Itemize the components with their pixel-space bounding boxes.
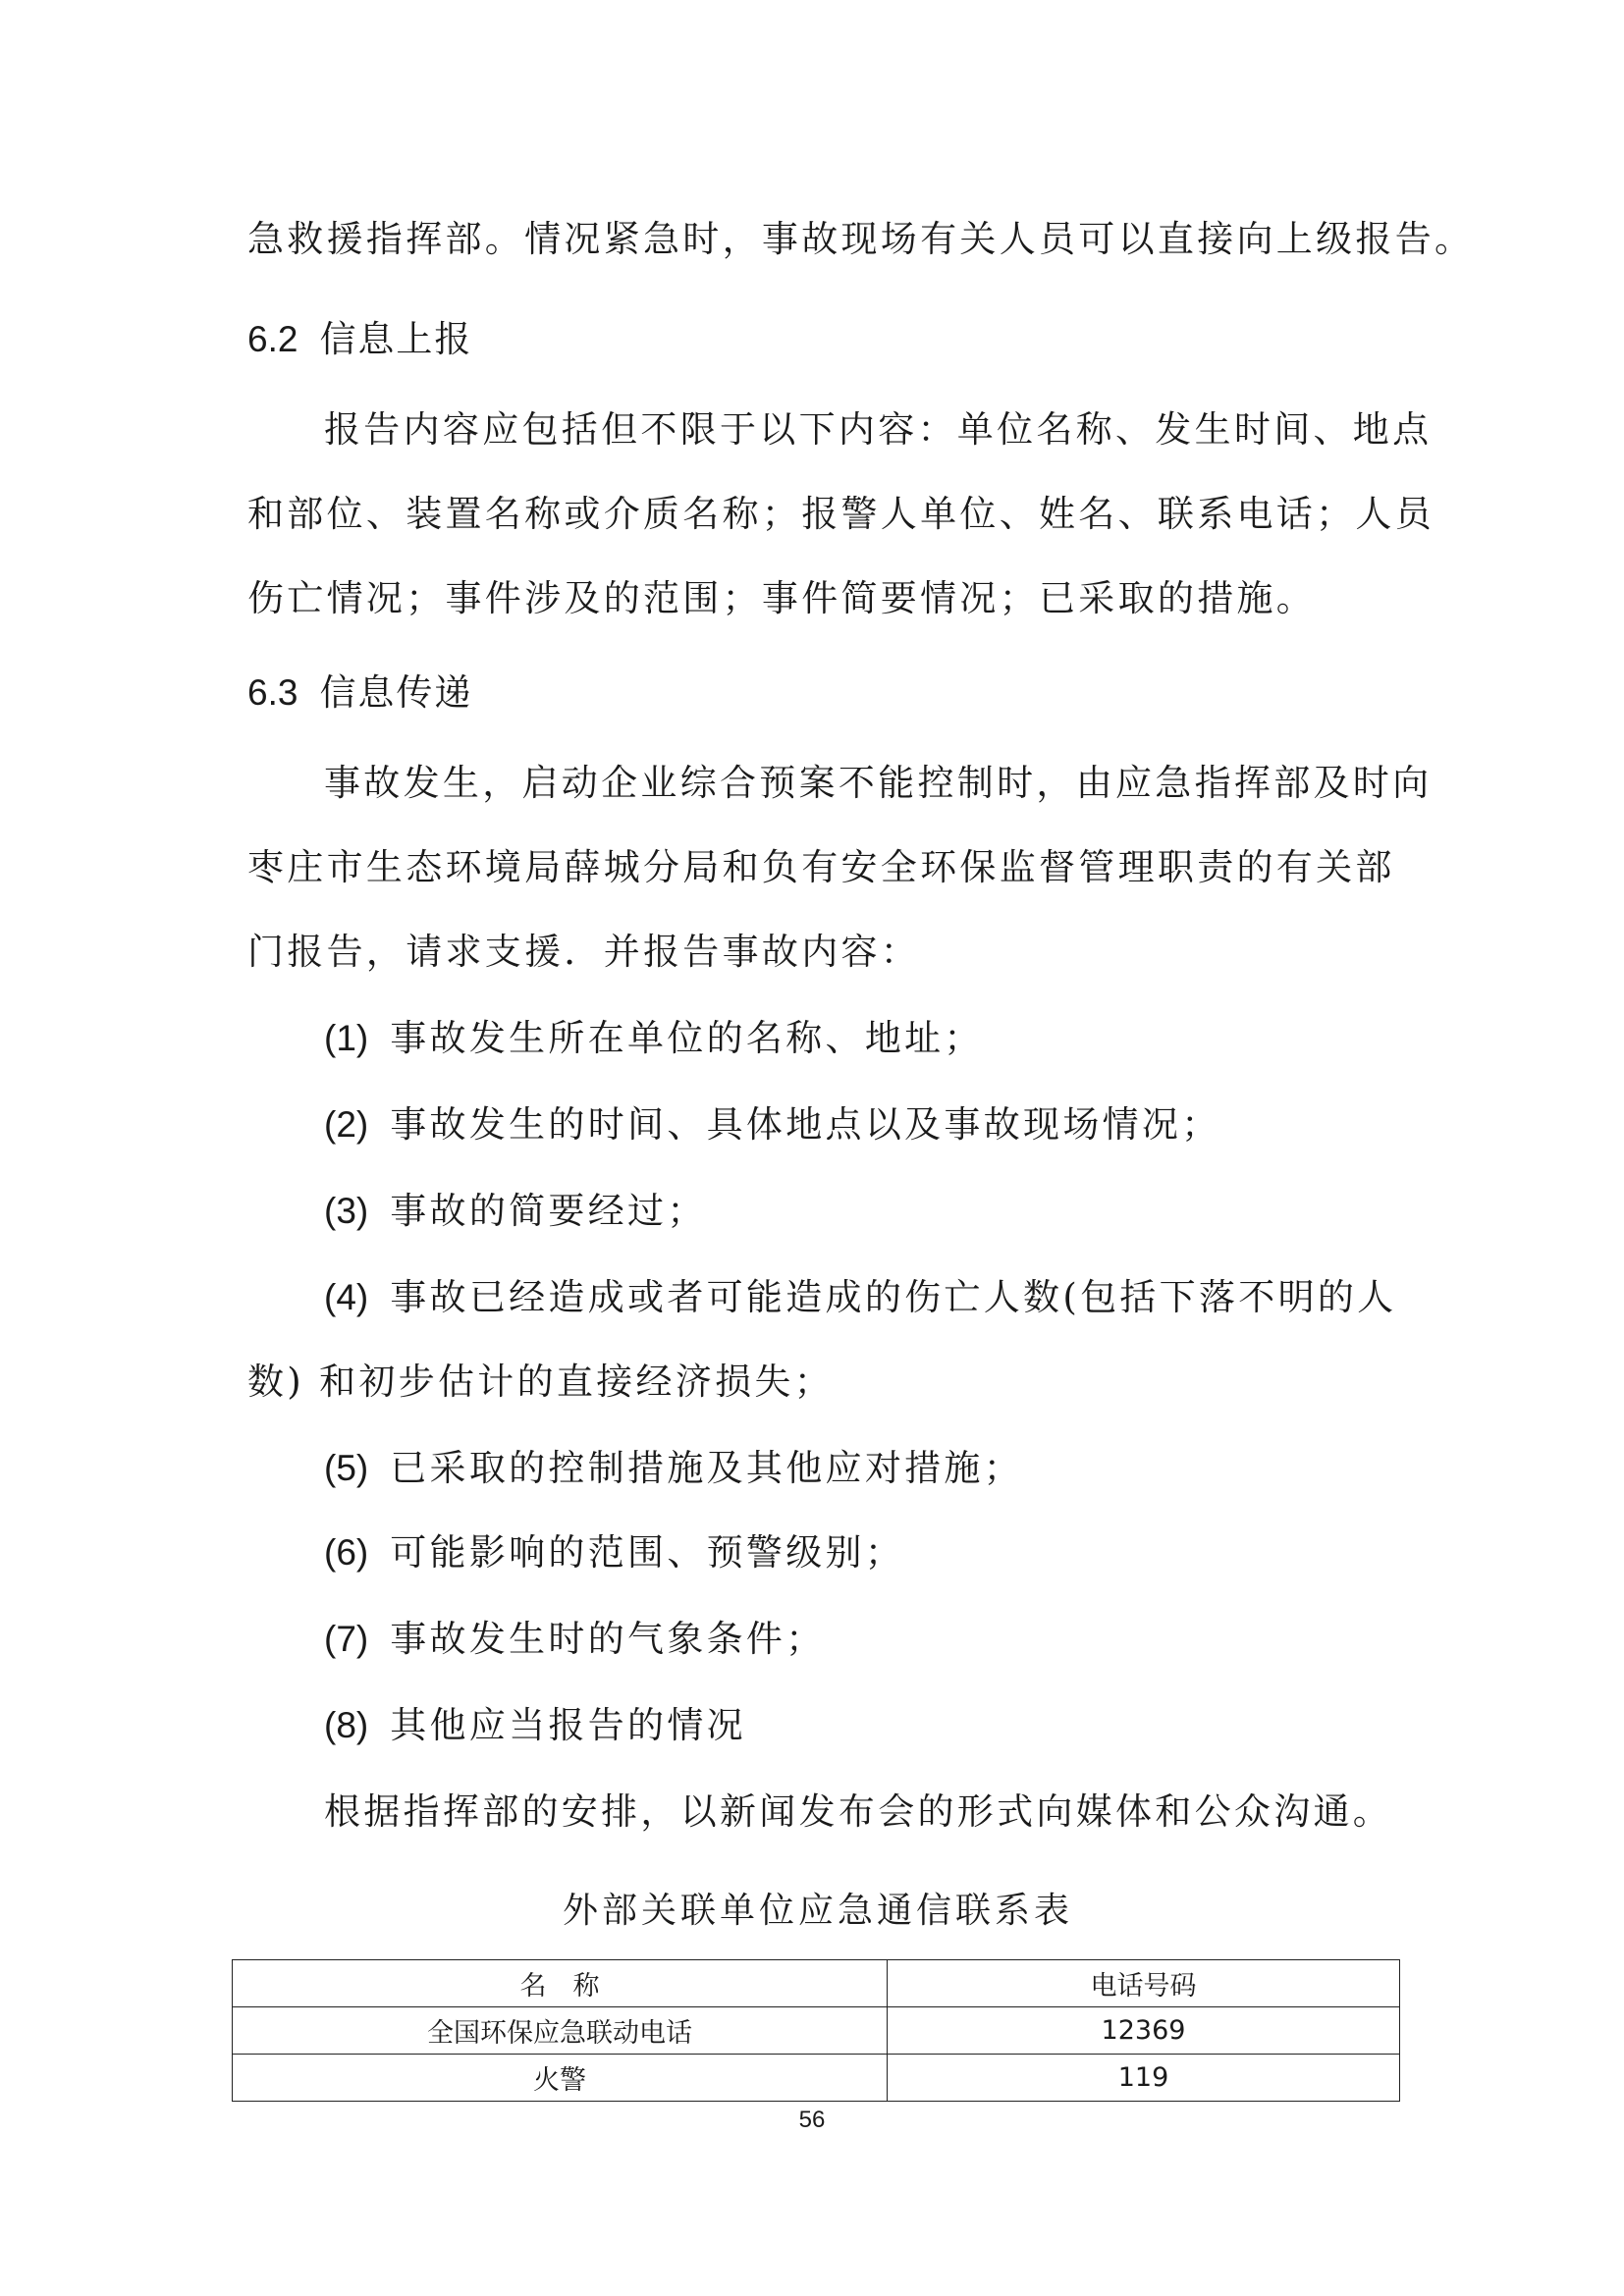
list-item-text: 事故发生所在单位的名称、地址； <box>390 1017 984 1059</box>
list-item <box>324 1270 1397 1325</box>
list-item-text: 其他应当报告的情况 <box>390 1704 746 1746</box>
list-item-text: 已采取的控制措施及其他应对措施； <box>390 1447 1024 1489</box>
page-number: 56 <box>798 2107 826 2133</box>
table-header-name: 名 称 <box>233 1960 888 2007</box>
table-header-phone: 电话号码 <box>888 1960 1400 2007</box>
table-cell-phone: 12369 <box>888 2007 1400 2055</box>
list-item-number: (6) <box>324 1532 369 1573</box>
paragraph-line: 伤亡情况；事件涉及的范围；事件简要情况；已采取的措施。 <box>247 577 1317 619</box>
table-cell-phone: 119 <box>888 2055 1400 2102</box>
section-number: 6.2 <box>247 319 298 359</box>
table-cell-name: 全国环保应急联动电话 <box>233 2007 888 2055</box>
table-caption: 外部关联单位应急通信联系表 <box>562 1891 1073 1931</box>
list-item <box>324 1441 1388 1496</box>
table-row <box>233 2007 1400 2055</box>
paragraph-line: 报告内容应包括但不限于以下内容：单位名称、发生时间、地点 <box>324 408 1433 451</box>
section-number: 6.3 <box>247 672 298 713</box>
list-item-number: (8) <box>324 1705 369 1745</box>
list-item-number: (5) <box>324 1448 369 1488</box>
list-item <box>324 1698 1388 1753</box>
paragraph-line: 门报告，请求支援．并报告事故内容： <box>247 931 921 973</box>
list-item <box>324 1184 1388 1239</box>
section-heading-6-3 <box>247 666 1388 721</box>
section-title: 信息传递 <box>319 671 473 714</box>
section-title: 信息上报 <box>319 318 473 360</box>
paragraph-line: 枣庄市生态环境局薛城分局和负有安全环保监督管理职责的有关部 <box>247 846 1395 888</box>
table-header-row <box>233 1960 1400 2007</box>
list-item-text: 事故已经造成或者可能造成的伤亡人数(包括下落不明的人 <box>390 1276 1397 1318</box>
table-cell-name: 火警 <box>233 2055 888 2102</box>
list-item <box>324 1612 1388 1667</box>
paragraph-line: 和部位、装置名称或介质名称；报警人单位、姓名、联系电话；人员 <box>247 493 1435 535</box>
list-item-text: 事故发生时的气象条件； <box>390 1618 826 1660</box>
list-item-number: (7) <box>324 1619 369 1659</box>
list-item-text: 可能影响的范围、预警级别； <box>390 1531 905 1574</box>
list-item-text: 事故发生的时间、具体地点以及事故现场情况； <box>390 1103 1221 1146</box>
list-item <box>324 1097 1388 1152</box>
list-item-number: (4) <box>324 1277 369 1317</box>
paragraph-line: 事故发生，启动企业综合预案不能控制时，由应急指挥部及时向 <box>324 762 1433 804</box>
list-item-continuation: 数) 和初步估计的直接经济损失； <box>247 1361 834 1403</box>
paragraph-continuation: 急救援指挥部。情况紧急时，事故现场有关人员可以直接向上级报告。 <box>247 218 1475 260</box>
list-item <box>324 1011 1388 1066</box>
list-item <box>324 1525 1388 1580</box>
list-item-text: 事故的简要经过； <box>390 1190 707 1232</box>
section-heading-6-2 <box>247 312 1388 367</box>
paragraph-line: 根据指挥部的安排，以新闻发布会的形式向媒体和公众沟通。 <box>324 1790 1393 1833</box>
contacts-table <box>232 1959 1400 2102</box>
list-item-number: (1) <box>324 1018 369 1058</box>
table-row <box>233 2055 1400 2102</box>
list-item-number: (2) <box>324 1104 369 1145</box>
list-item-number: (3) <box>324 1191 369 1231</box>
